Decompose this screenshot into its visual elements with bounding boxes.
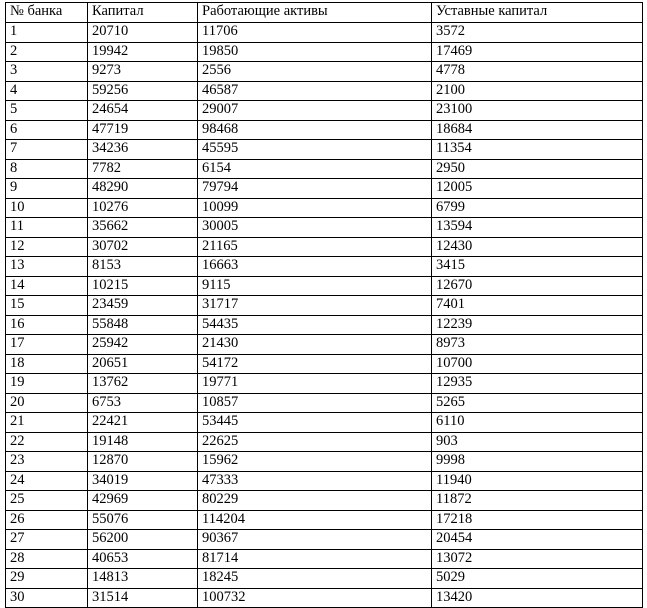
table-row: [6, 198, 643, 218]
cell-capital: 35662: [88, 218, 198, 238]
cell-working-assets: 6154: [198, 159, 432, 179]
cell-working-assets: 79794: [198, 179, 432, 199]
cell-capital: 10215: [88, 276, 198, 296]
cell-authorized-capital: 17469: [432, 42, 643, 62]
cell-authorized-capital: 2950: [432, 159, 643, 179]
cell-bank-number: 21: [6, 413, 88, 433]
cell-bank-number: 3: [6, 62, 88, 82]
cell-authorized-capital: 5029: [432, 569, 643, 589]
cell-capital: 8153: [88, 257, 198, 277]
table-row: [6, 42, 643, 62]
cell-authorized-capital: 3415: [432, 257, 643, 277]
cell-authorized-capital: 13594: [432, 218, 643, 238]
header-capital: Капитал: [88, 3, 198, 23]
cell-bank-number: 20: [6, 393, 88, 413]
cell-authorized-capital: 12239: [432, 315, 643, 335]
cell-authorized-capital: 13072: [432, 549, 643, 569]
table-row: [6, 374, 643, 394]
cell-working-assets: 114204: [198, 510, 432, 530]
cell-authorized-capital: 903: [432, 432, 643, 452]
cell-capital: 19148: [88, 432, 198, 452]
cell-working-assets: 19771: [198, 374, 432, 394]
cell-bank-number: 11: [6, 218, 88, 238]
cell-bank-number: 7: [6, 140, 88, 160]
table-row: [6, 179, 643, 199]
cell-authorized-capital: 6799: [432, 198, 643, 218]
cell-working-assets: 10099: [198, 198, 432, 218]
cell-bank-number: 29: [6, 569, 88, 589]
cell-working-assets: 90367: [198, 530, 432, 550]
cell-working-assets: 31717: [198, 296, 432, 316]
table-row: [6, 257, 643, 277]
table-row: [6, 335, 643, 355]
cell-bank-number: 13: [6, 257, 88, 277]
cell-capital: 56200: [88, 530, 198, 550]
table-row: [6, 510, 643, 530]
cell-capital: 48290: [88, 179, 198, 199]
cell-working-assets: 29007: [198, 101, 432, 121]
table-row: [6, 549, 643, 569]
table-row: [6, 530, 643, 550]
cell-capital: 6753: [88, 393, 198, 413]
cell-working-assets: 53445: [198, 413, 432, 433]
cell-bank-number: 25: [6, 491, 88, 511]
cell-bank-number: 12: [6, 237, 88, 257]
cell-authorized-capital: 18684: [432, 120, 643, 140]
cell-authorized-capital: 17218: [432, 510, 643, 530]
cell-capital: 42969: [88, 491, 198, 511]
table-row: [6, 393, 643, 413]
cell-bank-number: 4: [6, 81, 88, 101]
cell-working-assets: 47333: [198, 471, 432, 491]
table-row: [6, 218, 643, 238]
cell-bank-number: 2: [6, 42, 88, 62]
table-row: [6, 354, 643, 374]
cell-working-assets: 18245: [198, 569, 432, 589]
cell-bank-number: 15: [6, 296, 88, 316]
table-row: [6, 296, 643, 316]
header-row: [6, 3, 643, 23]
cell-capital: 23459: [88, 296, 198, 316]
table-row: [6, 491, 643, 511]
cell-bank-number: 28: [6, 549, 88, 569]
cell-capital: 55076: [88, 510, 198, 530]
table-row: [6, 452, 643, 472]
header-working-assets: Работающие активы: [198, 3, 432, 23]
table-row: [6, 120, 643, 140]
cell-authorized-capital: 3572: [432, 23, 643, 43]
cell-working-assets: 10857: [198, 393, 432, 413]
cell-bank-number: 6: [6, 120, 88, 140]
cell-bank-number: 16: [6, 315, 88, 335]
cell-authorized-capital: 6110: [432, 413, 643, 433]
cell-capital: 9273: [88, 62, 198, 82]
cell-capital: 40653: [88, 549, 198, 569]
table-row: [6, 569, 643, 589]
table-row: [6, 140, 643, 160]
cell-authorized-capital: 4778: [432, 62, 643, 82]
cell-bank-number: 9: [6, 179, 88, 199]
cell-capital: 34019: [88, 471, 198, 491]
table-row: [6, 413, 643, 433]
cell-capital: 14813: [88, 569, 198, 589]
cell-authorized-capital: 20454: [432, 530, 643, 550]
cell-capital: 22421: [88, 413, 198, 433]
cell-capital: 24654: [88, 101, 198, 121]
cell-working-assets: 15962: [198, 452, 432, 472]
cell-working-assets: 80229: [198, 491, 432, 511]
table-header: [6, 3, 643, 23]
cell-authorized-capital: 5265: [432, 393, 643, 413]
table-row: [6, 276, 643, 296]
cell-working-assets: 98468: [198, 120, 432, 140]
cell-capital: 13762: [88, 374, 198, 394]
cell-capital: 31514: [88, 588, 198, 608]
cell-bank-number: 10: [6, 198, 88, 218]
cell-working-assets: 19850: [198, 42, 432, 62]
table-row: [6, 471, 643, 491]
table-row: [6, 101, 643, 121]
cell-authorized-capital: 9998: [432, 452, 643, 472]
table-row: [6, 315, 643, 335]
cell-capital: 47719: [88, 120, 198, 140]
cell-bank-number: 17: [6, 335, 88, 355]
cell-working-assets: 21430: [198, 335, 432, 355]
cell-bank-number: 24: [6, 471, 88, 491]
cell-authorized-capital: 12935: [432, 374, 643, 394]
cell-capital: 20710: [88, 23, 198, 43]
cell-working-assets: 46587: [198, 81, 432, 101]
cell-capital: 20651: [88, 354, 198, 374]
header-bank-number: № банка: [6, 3, 88, 23]
cell-working-assets: 2556: [198, 62, 432, 82]
cell-bank-number: 19: [6, 374, 88, 394]
cell-capital: 19942: [88, 42, 198, 62]
cell-working-assets: 22625: [198, 432, 432, 452]
cell-capital: 25942: [88, 335, 198, 355]
cell-capital: 59256: [88, 81, 198, 101]
cell-authorized-capital: 11940: [432, 471, 643, 491]
cell-authorized-capital: 23100: [432, 101, 643, 121]
cell-authorized-capital: 10700: [432, 354, 643, 374]
cell-capital: 30702: [88, 237, 198, 257]
cell-working-assets: 45595: [198, 140, 432, 160]
cell-bank-number: 18: [6, 354, 88, 374]
cell-bank-number: 27: [6, 530, 88, 550]
cell-bank-number: 26: [6, 510, 88, 530]
cell-authorized-capital: 12670: [432, 276, 643, 296]
cell-authorized-capital: 12005: [432, 179, 643, 199]
cell-working-assets: 81714: [198, 549, 432, 569]
cell-authorized-capital: 7401: [432, 296, 643, 316]
table-row: [6, 81, 643, 101]
table-row: [6, 62, 643, 82]
cell-bank-number: 5: [6, 101, 88, 121]
table-row: [6, 237, 643, 257]
cell-authorized-capital: 11872: [432, 491, 643, 511]
cell-bank-number: 23: [6, 452, 88, 472]
cell-authorized-capital: 12430: [432, 237, 643, 257]
bank-data-table: [5, 2, 643, 608]
cell-authorized-capital: 2100: [432, 81, 643, 101]
cell-authorized-capital: 8973: [432, 335, 643, 355]
cell-working-assets: 9115: [198, 276, 432, 296]
cell-working-assets: 100732: [198, 588, 432, 608]
cell-working-assets: 30005: [198, 218, 432, 238]
cell-working-assets: 16663: [198, 257, 432, 277]
table-row: [6, 588, 643, 608]
cell-authorized-capital: 13420: [432, 588, 643, 608]
cell-bank-number: 1: [6, 23, 88, 43]
table-row: [6, 23, 643, 43]
cell-working-assets: 54172: [198, 354, 432, 374]
cell-capital: 7782: [88, 159, 198, 179]
cell-working-assets: 11706: [198, 23, 432, 43]
cell-working-assets: 21165: [198, 237, 432, 257]
header-authorized-capital: Уставные капитал: [432, 3, 643, 23]
cell-working-assets: 54435: [198, 315, 432, 335]
table-row: [6, 159, 643, 179]
cell-bank-number: 30: [6, 588, 88, 608]
table-body: [6, 23, 643, 608]
cell-capital: 12870: [88, 452, 198, 472]
cell-bank-number: 14: [6, 276, 88, 296]
cell-authorized-capital: 11354: [432, 140, 643, 160]
cell-capital: 55848: [88, 315, 198, 335]
cell-bank-number: 22: [6, 432, 88, 452]
cell-bank-number: 8: [6, 159, 88, 179]
table-row: [6, 432, 643, 452]
cell-capital: 10276: [88, 198, 198, 218]
cell-capital: 34236: [88, 140, 198, 160]
